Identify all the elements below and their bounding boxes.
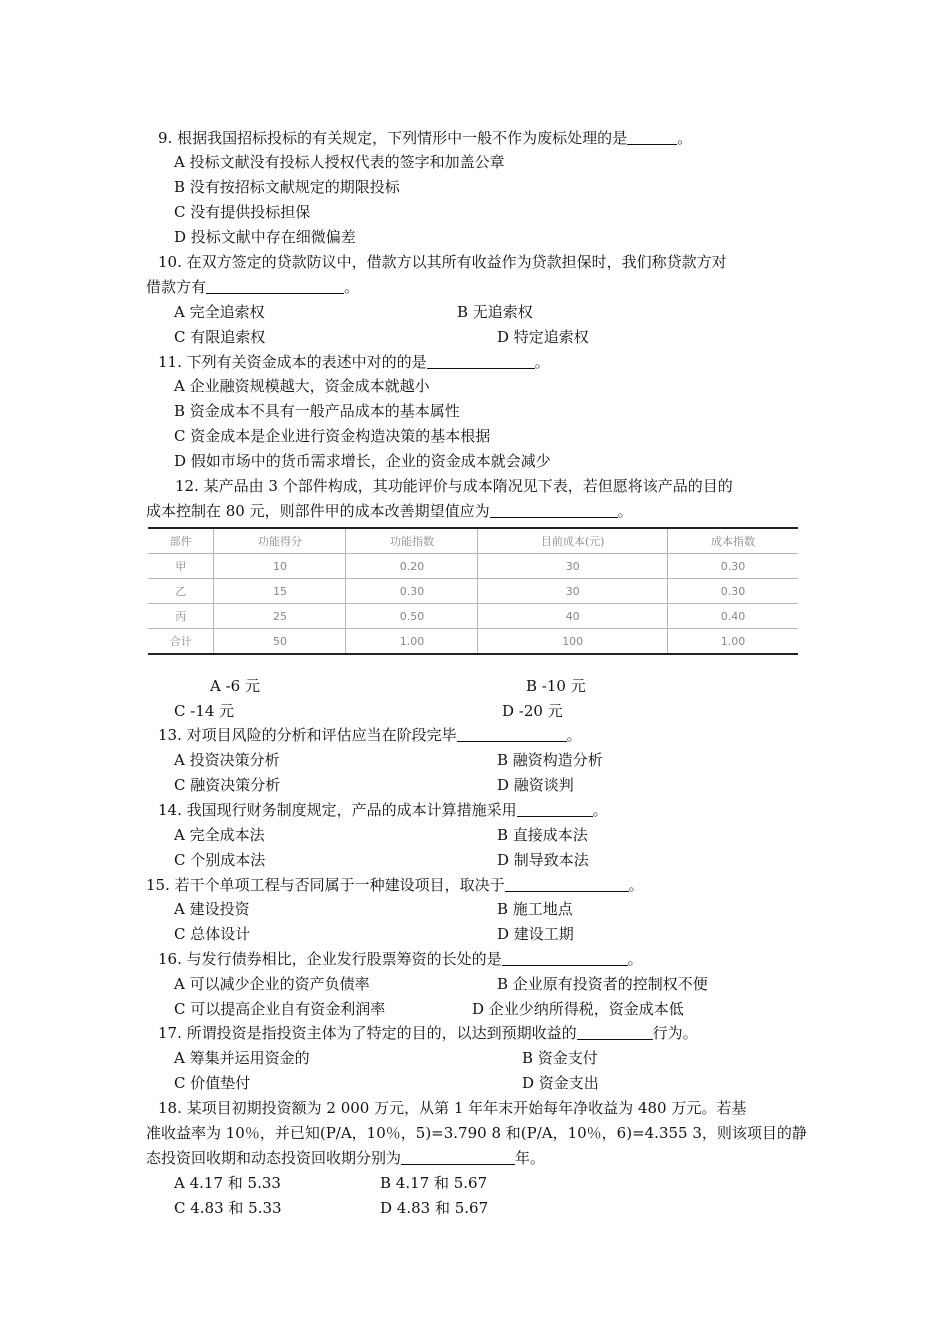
q9-stem <box>158 128 692 148</box>
table-cell: 乙 <box>148 579 214 604</box>
table-cell: 1.00 <box>346 629 478 655</box>
q13-stem-tail: 。 <box>566 726 582 744</box>
q13-stem-text: 13. 对项目风险的分析和评估应当在阶段完毕 <box>158 726 457 744</box>
q9-stem-text: 9. 根据我国招标投标的有关规定，下列情形中一般不作为废标处理的是 <box>158 129 628 147</box>
table-cell: 0.30 <box>346 579 478 604</box>
q18-stem-line3 <box>146 1148 545 1168</box>
table-cell: 1.00 <box>667 629 798 655</box>
q10-stem-line1: 10. 在双方签定的贷款防议中，借款方以其所有收益作为贷款担保时，我们称贷款方对 <box>158 253 727 271</box>
q18-stem-tail: 年。 <box>515 1149 546 1167</box>
q14-stem <box>158 800 608 820</box>
cost-table-header: 成本指数 <box>667 528 798 554</box>
q11-option-a: A 企业融资规模越大，资金成本就越小 <box>174 377 430 395</box>
q13-option-a: A 投资决策分析 <box>174 751 280 769</box>
q11-option-d: D 假如市场中的货币需求增长，企业的资金成本就会减少 <box>174 452 551 470</box>
q10-option-a: A 完全追索权 <box>174 303 265 321</box>
table-cell: 丙 <box>148 604 214 629</box>
q16-answer-blank <box>502 951 628 966</box>
q13-answer-blank <box>457 727 567 742</box>
q14-stem-tail: 。 <box>592 801 608 819</box>
q9-option-b: B 没有按招标文献规定的期限投标 <box>174 178 400 196</box>
q10-stem-text: 借款方有 <box>146 278 207 296</box>
table-cell: 25 <box>214 604 346 629</box>
table-cell: 30 <box>478 579 667 604</box>
table-cell: 0.20 <box>346 554 478 579</box>
q9-stem-tail: 。 <box>677 129 693 147</box>
q18-option-b: B 4.17 和 5.67 <box>380 1174 488 1192</box>
q12-stem-text: 成本控制在 80 元，则部件甲的成本改善期望值应为 <box>146 502 490 520</box>
q11-stem-text: 11. 下列有关资金成本的表述中对的的是 <box>158 353 427 371</box>
table-row <box>148 579 798 604</box>
cost-table-header: 功能得分 <box>214 528 346 554</box>
q17-stem-tail: 行为。 <box>652 1024 698 1042</box>
q13-option-d: D 融资谈判 <box>497 776 574 794</box>
table-cell: 30 <box>478 554 667 579</box>
q10-option-d: D 特定追索权 <box>497 328 589 346</box>
q17-option-c: C 价值垫付 <box>174 1074 251 1092</box>
table-cell: 50 <box>214 629 346 655</box>
q17-option-b: B 资金支付 <box>522 1049 598 1067</box>
table-cell: 40 <box>478 604 667 629</box>
q12-answer-blank <box>490 503 618 518</box>
q14-option-c: C 个别成本法 <box>174 851 266 869</box>
q12-option-b: B -10 元 <box>526 677 586 695</box>
table-cell: 0.30 <box>667 579 798 604</box>
q12-stem-tail: 。 <box>617 502 633 520</box>
q16-stem-tail: 。 <box>627 950 643 968</box>
q16-option-b: B 企业原有投资者的控制权不便 <box>497 975 708 993</box>
q11-answer-blank <box>427 354 535 369</box>
q14-option-b: B 直接成本法 <box>497 826 588 844</box>
q18-option-d: D 4.83 和 5.67 <box>380 1199 489 1217</box>
cost-table-header: 部件 <box>148 528 214 554</box>
q16-stem <box>158 949 643 969</box>
q12-option-d: D -20 元 <box>502 702 563 720</box>
table-row <box>148 604 798 629</box>
q18-stem-line1: 18. 某项目初期投资额为 2 000 万元，从第 1 年年末开始每年净收益为 480 万元。若基 <box>158 1099 747 1117</box>
table-cell: 0.30 <box>667 554 798 579</box>
cost-table-header: 目前成本(元) <box>478 528 667 554</box>
q15-option-b: B 施工地点 <box>497 900 573 918</box>
q18-stem-line2: 准收益率为 10％，并已知(P/A，10％，5)=3.790 8 和(P/A，10％，6)=4.355 3，则该项目的静 <box>146 1124 807 1142</box>
q16-option-a: A 可以减少企业的资产负债率 <box>174 975 370 993</box>
q15-option-a: A 建设投资 <box>174 900 250 918</box>
q12-option-c: C -14 元 <box>174 702 235 720</box>
q10-option-b: B 无追索权 <box>457 303 533 321</box>
q14-option-d: D 制导致本法 <box>497 851 589 869</box>
q17-option-a: A 筹集并运用资金的 <box>174 1049 310 1067</box>
q13-option-b: B 融资构造分析 <box>497 751 603 769</box>
table-row <box>148 629 798 655</box>
q14-answer-blank <box>517 802 593 817</box>
table-cell: 甲 <box>148 554 214 579</box>
q13-option-c: C 融资决策分析 <box>174 776 281 794</box>
q10-stem-tail: 。 <box>344 278 360 296</box>
q12-option-a: A -6 元 <box>210 677 260 695</box>
q16-option-c: C 可以提高企业自有资金利润率 <box>174 1000 386 1018</box>
table-cell: 0.50 <box>346 604 478 629</box>
q11-stem-tail: 。 <box>534 353 550 371</box>
q17-stem-text: 17. 所谓投资是指投资主体为了特定的目的，以达到预期收益的 <box>158 1024 577 1042</box>
q15-answer-blank <box>505 877 629 892</box>
q12-stem-line1: 12. 某产品由 3 个部件构成，其功能评价与成本隋况见下表，若但愿将该产品的目的 <box>175 477 733 495</box>
table-cell: 10 <box>214 554 346 579</box>
q9-option-a: A 投标文献没有投标人授权代表的签字和加盖公章 <box>174 153 505 171</box>
q11-option-b: B 资金成本不具有一般产品成本的基本属性 <box>174 402 460 420</box>
q18-option-a: A 4.17 和 5.33 <box>174 1174 281 1192</box>
q15-stem <box>146 875 644 895</box>
q18-option-c: C 4.83 和 5.33 <box>174 1199 282 1217</box>
q9-option-c: C 没有提供投标担保 <box>174 203 311 221</box>
q17-stem <box>158 1023 698 1043</box>
q17-answer-blank <box>577 1025 653 1040</box>
q14-stem-text: 14. 我国现行财务制度规定，产品的成本计算措施采用 <box>158 801 517 819</box>
q13-stem <box>158 725 582 745</box>
q14-option-a: A 完全成本法 <box>174 826 265 844</box>
table-cell: 100 <box>478 629 667 655</box>
q15-stem-text: 15. 若干个单项工程与否同属于一种建设项目，取决于 <box>146 876 505 894</box>
q16-stem-text: 16. 与发行债券相比，企业发行股票筹资的长处的是 <box>158 950 502 968</box>
q9-option-d: D 投标文献中存在细微偏差 <box>174 228 356 246</box>
cost-table <box>148 527 798 655</box>
q10-option-c: C 有限追索权 <box>174 328 266 346</box>
q12-stem-line2 <box>146 501 633 521</box>
table-cell: 0.40 <box>667 604 798 629</box>
q15-option-d: D 建设工期 <box>497 925 574 943</box>
cost-table-container <box>148 527 798 655</box>
q18-stem-text: 态投资回收期和动态投资回收期分别为 <box>146 1149 402 1167</box>
q11-option-c: C 资金成本是企业进行资金构造决策的基本根据 <box>174 427 491 445</box>
table-row <box>148 554 798 579</box>
q10-answer-blank <box>206 279 344 294</box>
q15-stem-tail: 。 <box>628 876 644 894</box>
q16-option-d: D 企业少纳所得税，资金成本低 <box>472 1000 684 1018</box>
cost-table-header: 功能指数 <box>346 528 478 554</box>
q17-option-d: D 资金支出 <box>522 1074 599 1092</box>
q15-option-c: C 总体设计 <box>174 925 251 943</box>
q10-stem-line2 <box>146 277 359 297</box>
table-cell: 合计 <box>148 629 214 655</box>
q9-answer-blank <box>627 130 677 145</box>
table-cell: 15 <box>214 579 346 604</box>
q11-stem <box>158 352 550 372</box>
q18-answer-blank <box>401 1150 515 1165</box>
cost-table-header-row <box>148 528 798 554</box>
